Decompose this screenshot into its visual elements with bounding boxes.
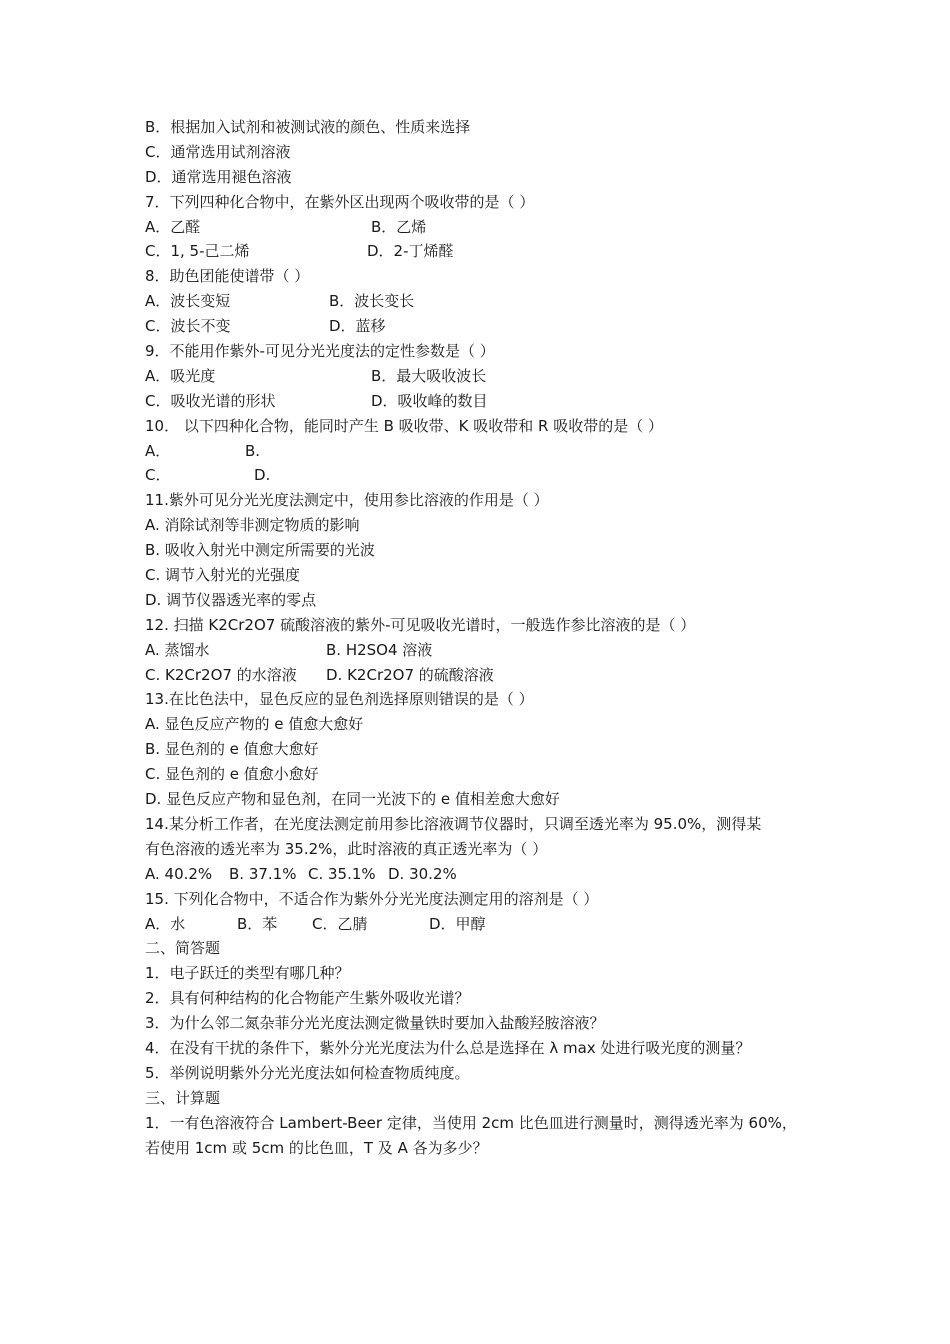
option-line bbox=[145, 737, 815, 762]
option-text: B．波长变长 bbox=[329, 292, 415, 311]
option-text: D．甲醇 bbox=[429, 914, 486, 933]
option-line bbox=[145, 663, 815, 688]
option-line bbox=[145, 289, 815, 314]
question-text: 有色溶液的透光率为 35.2%，此时溶液的真正透光率为（ ） bbox=[145, 839, 548, 858]
question-line bbox=[145, 1111, 815, 1136]
option-text: C. 调节入射光的光强度 bbox=[145, 566, 301, 585]
option-line bbox=[145, 588, 815, 613]
option-line bbox=[145, 239, 815, 264]
question-line bbox=[145, 488, 815, 513]
question-line bbox=[145, 1011, 815, 1036]
option-text: A． bbox=[145, 441, 171, 460]
option-text: C. 35.1% bbox=[308, 864, 376, 883]
option-text: C．吸收光谱的形状 bbox=[145, 391, 276, 410]
option-line bbox=[145, 563, 815, 588]
text-line bbox=[145, 115, 815, 140]
option-line bbox=[145, 513, 815, 538]
text-segment: C．通常选用试剂溶液 bbox=[145, 142, 291, 161]
option-text: B. bbox=[245, 441, 261, 460]
question-text: 5．举例说明紫外分光光度法如何检查物质纯度。 bbox=[145, 1063, 470, 1082]
question-text: 若使用 1cm 或 5cm 的比色皿，T 及 A 各为多少？ bbox=[145, 1138, 488, 1157]
text-line bbox=[145, 165, 815, 190]
section-heading-text: 三、计算题 bbox=[145, 1088, 221, 1107]
question-line bbox=[145, 986, 815, 1011]
option-text: C. 显色剂的 e 值愈小愈好 bbox=[145, 765, 319, 784]
question-line bbox=[145, 687, 815, 712]
option-text: C. K2Cr2O7 的水溶液 bbox=[145, 665, 297, 684]
option-text: D. bbox=[254, 466, 271, 485]
option-text: B. 37.1% bbox=[229, 864, 297, 883]
question-line bbox=[145, 1036, 815, 1061]
option-text: A. 消除试剂等非测定物质的影响 bbox=[145, 516, 360, 535]
option-line bbox=[145, 215, 815, 240]
option-text: C．乙腈 bbox=[312, 914, 368, 933]
option-text: A．乙醛 bbox=[145, 217, 201, 236]
question-text: 4．在没有干扰的条件下，紫外分光光度法为什么总是选择在 λ max 处进行吸光度的测量？ bbox=[145, 1038, 751, 1057]
option-text: A．水 bbox=[145, 914, 186, 933]
option-line bbox=[145, 389, 815, 414]
text-line bbox=[145, 140, 815, 165]
question-text: 14.某分析工作者，在光度法测定前用参比溶液调节仪器时，只调至透光率为 95.0%，测得某 bbox=[145, 814, 762, 833]
option-line bbox=[145, 912, 815, 937]
question-line bbox=[145, 264, 815, 289]
question-line bbox=[145, 887, 815, 912]
option-text: C． bbox=[145, 466, 171, 485]
question-line bbox=[145, 613, 815, 638]
document-page bbox=[145, 115, 815, 1160]
text-segment: B．根据加入试剂和被测试液的颜色、性质来选择 bbox=[145, 118, 471, 136]
option-text: A．波长变短 bbox=[145, 292, 231, 311]
question-text: 9．不能用作紫外-可见分光光度法的定性参数是（ ） bbox=[145, 342, 495, 361]
option-text: A. 蒸馏水 bbox=[145, 640, 210, 659]
option-text: B. H2SO4 溶液 bbox=[326, 640, 433, 659]
option-text: D. 显色反应产物和显色剂，在同一光波下的 e 值相差愈大愈好 bbox=[145, 790, 560, 809]
text-segment: D．通常选用褪色溶液 bbox=[145, 167, 292, 186]
question-line bbox=[145, 812, 815, 837]
option-text: B. 显色剂的 e 值愈大愈好 bbox=[145, 740, 319, 759]
option-text: D. 30.2% bbox=[388, 864, 457, 883]
question-line bbox=[145, 961, 815, 986]
section-heading-text: 二、简答题 bbox=[145, 939, 221, 958]
question-text: 13.在比色法中，显色反应的显色剂选择原则错误的是（ ） bbox=[145, 690, 534, 709]
question-text: 10． 以下四种化合物，能同时产生 B 吸收带、K 吸收带和 R 吸收带的是（ ） bbox=[145, 416, 664, 435]
question-line bbox=[145, 837, 815, 862]
question-line bbox=[145, 414, 815, 439]
question-text: 1．电子跃迁的类型有哪几种？ bbox=[145, 964, 350, 983]
option-line bbox=[145, 638, 815, 663]
option-text: A. 40.2% bbox=[145, 864, 213, 883]
question-line bbox=[145, 190, 815, 215]
question-text: 12. 扫描 K2Cr2O7 硫酸溶液的紫外-可见吸收光谱时，一般选作参比溶液的是（ ） bbox=[145, 615, 696, 634]
option-line bbox=[145, 538, 815, 563]
option-text: B．苯 bbox=[237, 914, 278, 933]
option-text: A．吸光度 bbox=[145, 366, 216, 385]
option-text: A. 显色反应产物的 e 值愈大愈好 bbox=[145, 715, 364, 734]
option-text: D. K2Cr2O7 的硫酸溶液 bbox=[326, 665, 494, 684]
option-text: C．波长不变 bbox=[145, 317, 231, 336]
question-line bbox=[145, 1061, 815, 1086]
question-text: 7．下列四种化合物中，在紫外区出现两个吸收带的是（ ） bbox=[145, 192, 535, 211]
question-line bbox=[145, 1136, 815, 1161]
option-text: D. 调节仪器透光率的零点 bbox=[145, 590, 317, 609]
option-text: B．乙烯 bbox=[371, 217, 427, 236]
option-text: D．蓝移 bbox=[329, 317, 386, 336]
option-line bbox=[145, 439, 815, 464]
option-line bbox=[145, 862, 815, 887]
question-text: 8．助色团能使谱带（ ） bbox=[145, 267, 310, 286]
option-line bbox=[145, 712, 815, 737]
option-line bbox=[145, 787, 815, 812]
option-line bbox=[145, 463, 815, 488]
section-heading bbox=[145, 1086, 815, 1111]
question-line bbox=[145, 339, 815, 364]
option-text: C．1, 5-己二烯 bbox=[145, 242, 250, 261]
section-heading bbox=[145, 936, 815, 961]
question-text: 1．一有色溶液符合 Lambert-Beer 定律，当使用 2cm 比色皿进行测量时，测得透光率为 60%， bbox=[145, 1113, 797, 1132]
option-text: B．最大吸收波长 bbox=[371, 366, 487, 385]
question-text: 3．为什么邻二氮杂菲分光光度法测定微量铁时要加入盐酸羟胺溶液？ bbox=[145, 1014, 605, 1033]
question-text: 11.紫外可见分光光度法测定中，使用参比溶液的作用是（ ） bbox=[145, 491, 549, 510]
option-text: D．吸收峰的数目 bbox=[371, 391, 488, 410]
question-text: 2．具有何种结构的化合物能产生紫外吸收光谱？ bbox=[145, 989, 470, 1008]
question-text: 15. 下列化合物中，不适合作为紫外分光光度法测定用的溶剂是（ ） bbox=[145, 889, 599, 908]
option-line bbox=[145, 314, 815, 339]
option-text: D．2-丁烯醛 bbox=[367, 242, 454, 261]
option-line bbox=[145, 364, 815, 389]
option-text: B. 吸收入射光中测定所需要的光波 bbox=[145, 541, 375, 560]
option-line bbox=[145, 762, 815, 787]
